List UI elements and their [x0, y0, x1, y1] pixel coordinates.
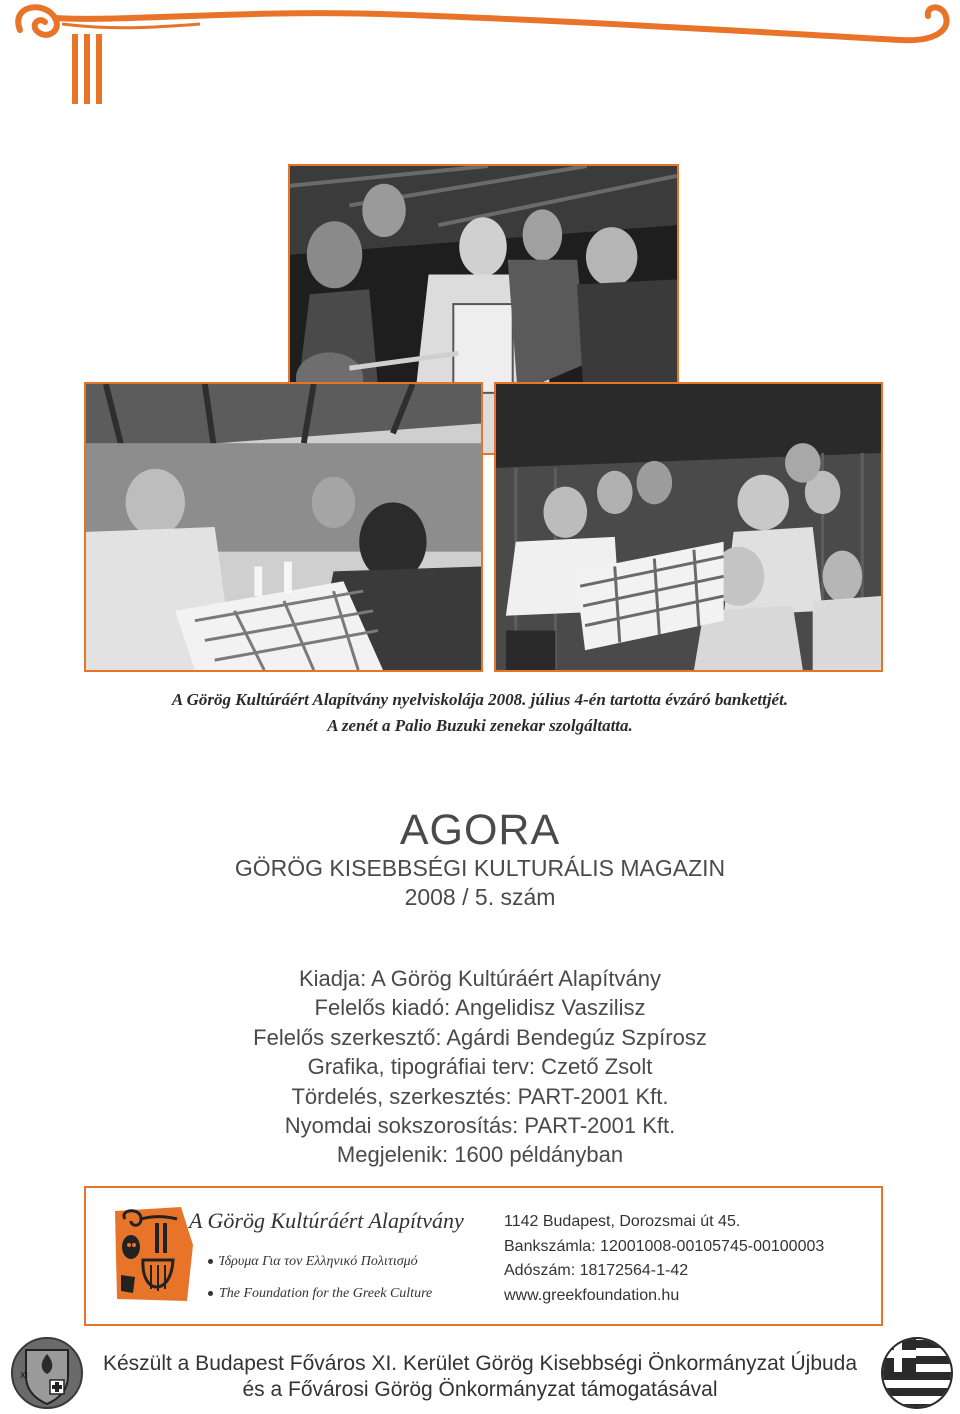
credit-circulation: Megjelenik: 1600 példányban [336, 1142, 624, 1168]
foundation-contact [504, 1210, 824, 1308]
foundation-english-name [208, 1286, 432, 1302]
footer-support-line-2: és a Fővárosi Görög Önkormányzat támogatásával [242, 1378, 718, 1401]
photo-dinner-guests-icon [86, 384, 481, 670]
foundation-website[interactable]: www.greekfoundation.hu [504, 1286, 680, 1304]
credit-graphics: Grafika, tipográfiai terv: Czető Zsolt [307, 1054, 653, 1080]
publication-credits [0, 964, 960, 1170]
foundation-greek-name [208, 1254, 418, 1270]
magazine-title: AGORA [399, 806, 561, 854]
bullet-icon [208, 1259, 213, 1264]
credit-publisher: Kiadja: A Görög Kultúráért Alapítvány [298, 966, 661, 991]
magazine-subtitle: GÖRÖG KISEBBSÉGI KULTURÁLIS MAGAZIN [234, 855, 726, 881]
guests-photo-left [84, 382, 483, 672]
photo-group-at-table-icon [496, 384, 881, 670]
credit-printing: Nyomdai sokszorosítás: PART-2001 Kft. [284, 1113, 676, 1139]
svg-text:XI: XI [20, 1371, 28, 1380]
photo-caption-line-1: A Görög Kultúráért Alapítvány nyelviskolája 2008. július 4-én tartotta évzáró bankettjét. [171, 690, 789, 709]
magazine-issue: 2008 / 5. szám [404, 884, 556, 910]
foundation-tax-number: Adószám: 18172564-1-42 [504, 1262, 689, 1279]
photo-caption-line-2: A zenét a Palio Buzuki zenekar szolgáltatta. [327, 716, 633, 735]
foundation-lyre-masks-logo [111, 1205, 195, 1305]
footer-support-line-1: Készült a Budapest Főváros XI. Kerület Görög Kisebbségi Önkormányzat Újbuda [102, 1352, 858, 1375]
credit-editor: Felelős szerkesztő: Agárdi Bendegúz Szpírosz [253, 1024, 707, 1050]
ionic-column-swirl-icon [0, 0, 960, 110]
bullet-icon [208, 1291, 213, 1296]
foundation-info-box [84, 1186, 883, 1326]
foundation-bank-account: Bankszámla: 12001008-00105745-00100003 [504, 1237, 825, 1255]
guests-photo-right [494, 382, 883, 672]
foundation-address: 1142 Budapest, Dorozsmai út 45. [504, 1213, 741, 1230]
credit-responsible-publisher: Felelős kiadó: Angelidisz Vaszilisz [314, 995, 646, 1021]
credit-layout: Tördelés, szerkesztés: PART-2001 Kft. [291, 1083, 669, 1109]
foundation-english-name-text: The Foundation for the Greek Culture [219, 1286, 433, 1301]
foundation-greek-name-text: Ίδρυμα Για τον Ελληνικό Πολιτισμό [219, 1254, 418, 1269]
foundation-name: A Görög Kultúráért Alapítvány [189, 1208, 464, 1233]
